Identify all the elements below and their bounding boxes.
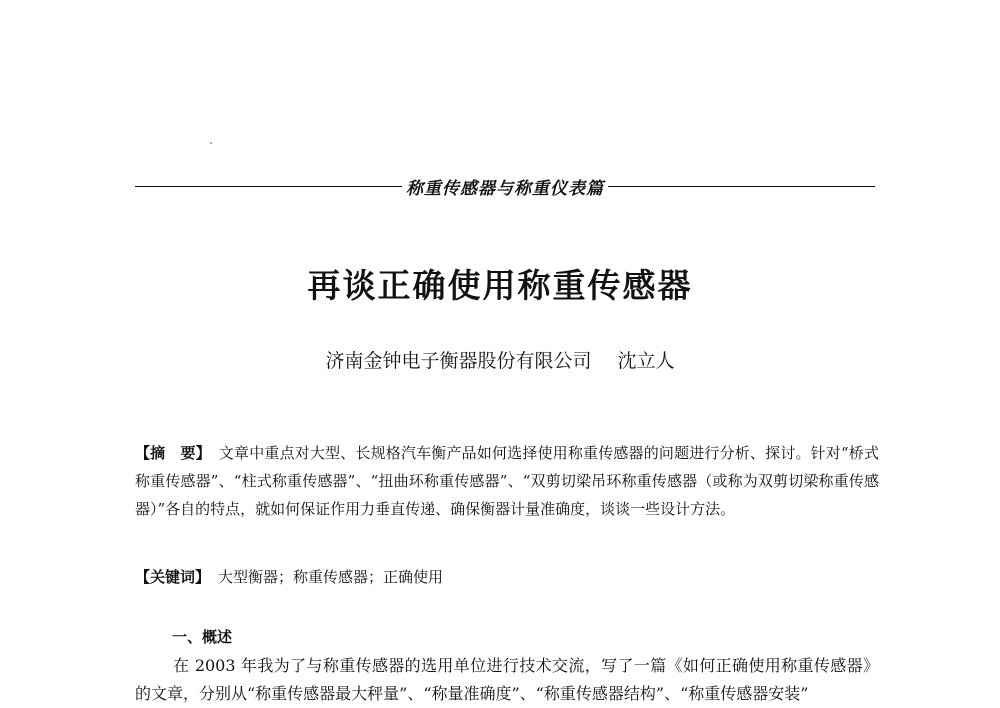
header-rule-right xyxy=(608,186,875,187)
author-organization: 济南金钟电子衡器股份有限公司 xyxy=(325,350,592,372)
abstract-text: 文章中重点对大型、长规格汽车衡产品如何选择使用称重传感器的问题进行分析、探讨。针对“桥式称重传感器”、“柱式称重传感器”、“扭曲环称重传感器”、“双剪切梁吊环称重传感器（或称为双剪切梁称重传感器）”各自的特点，就如何保证作用力垂直传递、确保衡器计量准确度，谈谈一些设计方法。 xyxy=(135,444,879,518)
abstract xyxy=(135,439,879,523)
keywords-text: 大型衡器；称重传感器；正确使用 xyxy=(218,568,444,586)
abstract-label: 【摘 要】 xyxy=(135,444,211,462)
keywords xyxy=(135,563,879,591)
author-line xyxy=(0,346,1000,373)
header-rule-left xyxy=(135,186,402,187)
article-title: 再谈正确使用称重传感器 xyxy=(307,266,693,305)
section-heading: 一、概述 xyxy=(172,628,233,646)
section-header-title: 称重传感器与称重仪表篇 xyxy=(406,178,604,199)
author-name: 沈立人 xyxy=(617,350,675,372)
body-paragraph: 在 2003 年我为了与称重传感器的选用单位进行技术交流，写了一篇《如何正确使用称重传感器》的文章，分别从“称重传感器最大秤量”、“称量准确度”、“称重传感器结构”、“称重传感器安装” xyxy=(135,656,879,703)
section-header xyxy=(135,170,875,202)
keywords-label: 【关键词】 xyxy=(135,568,211,586)
scan-speck xyxy=(210,142,212,144)
